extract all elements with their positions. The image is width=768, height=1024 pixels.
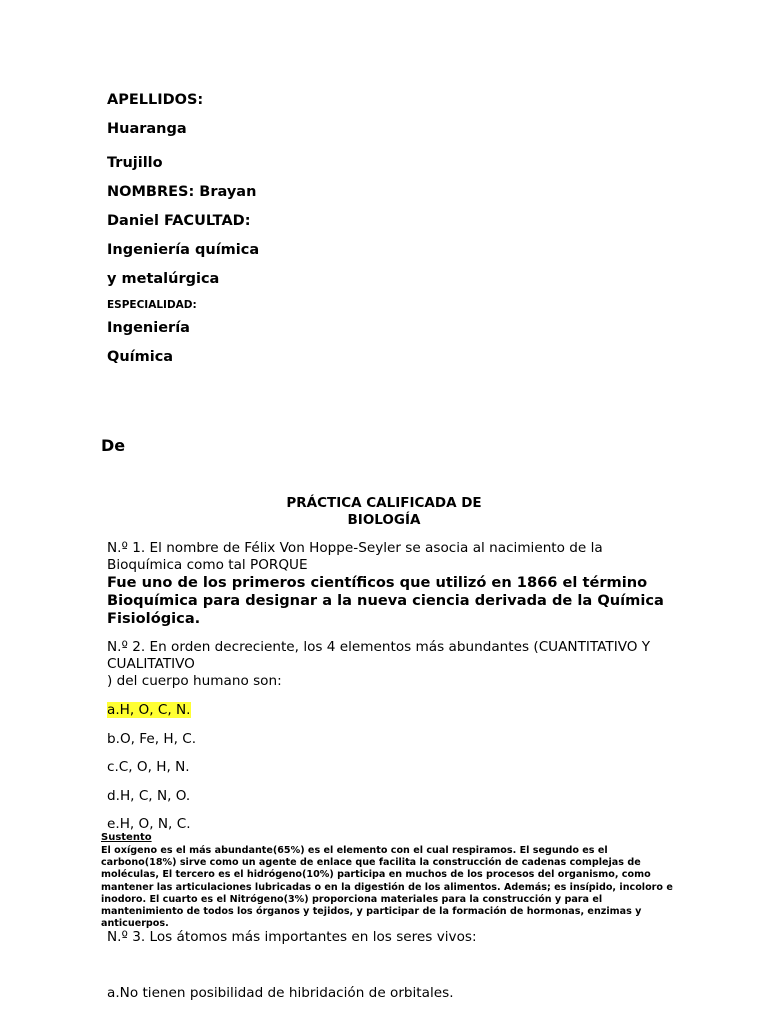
option-text: No tienen posibilidad de hibridación de orbitales. <box>119 985 454 1001</box>
option-letter: c. <box>107 759 119 775</box>
faculty-line: Daniel FACULTAD: <box>107 213 251 229</box>
option-d <box>107 788 190 804</box>
specialty-value-1: Ingeniería <box>107 320 190 336</box>
page-title: PRÁCTICA CALIFICADA DE <box>286 495 482 511</box>
option-letter: a. <box>107 702 120 718</box>
specialty-value-2: Química <box>107 349 174 365</box>
question-1-line-2: Bioquímica como tal PORQUE <box>107 557 308 573</box>
option-e <box>107 816 191 832</box>
option-text: O, Fe, H, C. <box>119 731 197 747</box>
question-2-line-1: N.º 2. En orden decreciente, los 4 elementos más abundantes (CUANTITATIVO Y <box>107 639 651 655</box>
question-2-line-2: CUALITATIVO <box>107 656 195 672</box>
question-1-answer: Fue uno de los primeros científicos que utilizó en 1866 el término Bioquímica para designar a la nueva ciencia derivada de la Química Fisiológica. <box>107 574 664 627</box>
option-letter: e. <box>107 816 120 832</box>
question-3-option-a <box>107 985 454 1001</box>
faculty-value-1: Ingeniería química <box>107 242 260 258</box>
question-2-line-3: ) del cuerpo humano son: <box>107 673 282 689</box>
specialty-label: ESPECIALIDAD: <box>107 299 197 311</box>
option-text: H, O, N, C. <box>119 816 191 832</box>
faculty-value-2: y metalúrgica <box>107 271 220 287</box>
option-a-highlighted <box>107 702 191 718</box>
page-subtitle: BIOLOGÍA <box>347 512 421 528</box>
surname-label: APELLIDOS: <box>107 92 204 108</box>
option-text: H, C, N, O. <box>119 788 191 804</box>
names-line: NOMBRES: Brayan <box>107 184 257 200</box>
option-letter: d. <box>107 788 120 804</box>
surname-value-1: Huaranga <box>107 121 187 137</box>
question-1-line-1: N.º 1. El nombre de Félix Von Hoppe-Seyler se asocia al nacimiento de la <box>107 540 603 556</box>
option-c <box>107 759 190 775</box>
sustento-heading: Sustento <box>101 832 152 843</box>
de-text: De <box>101 436 126 455</box>
option-text: H, O, C, N. <box>119 702 191 718</box>
option-text: C, O, H, N. <box>118 759 190 775</box>
sustento-paragraph: El oxígeno es el más abundante(65%) es el elemento con el cual respiramos. El segundo es el carbono(18%) sirve como un agente de enlace que facilita la construcción de cadenas complejas de moléculas, El tercero es el hidrógeno(10%) participa en muchos de los procesos del organismo, como mantener las articulaciones lubricadas o en la digestión de los alimentos. Además; es insípido, incoloro e inodoro. El cuarto es el Nitrógeno(3%) proporciona materiales para la construcción y para el mantenimiento de todos los órganos y tejidos, y participar de la formación de hormonas, enzimas y anticuerpos. <box>101 845 673 930</box>
option-letter: a. <box>107 985 120 1001</box>
question-3-line-1: N.º 3. Los átomos más importantes en los seres vivos: <box>107 929 477 945</box>
surname-value-2: Trujillo <box>107 155 163 171</box>
option-letter: b. <box>107 731 120 747</box>
option-b <box>107 731 196 747</box>
